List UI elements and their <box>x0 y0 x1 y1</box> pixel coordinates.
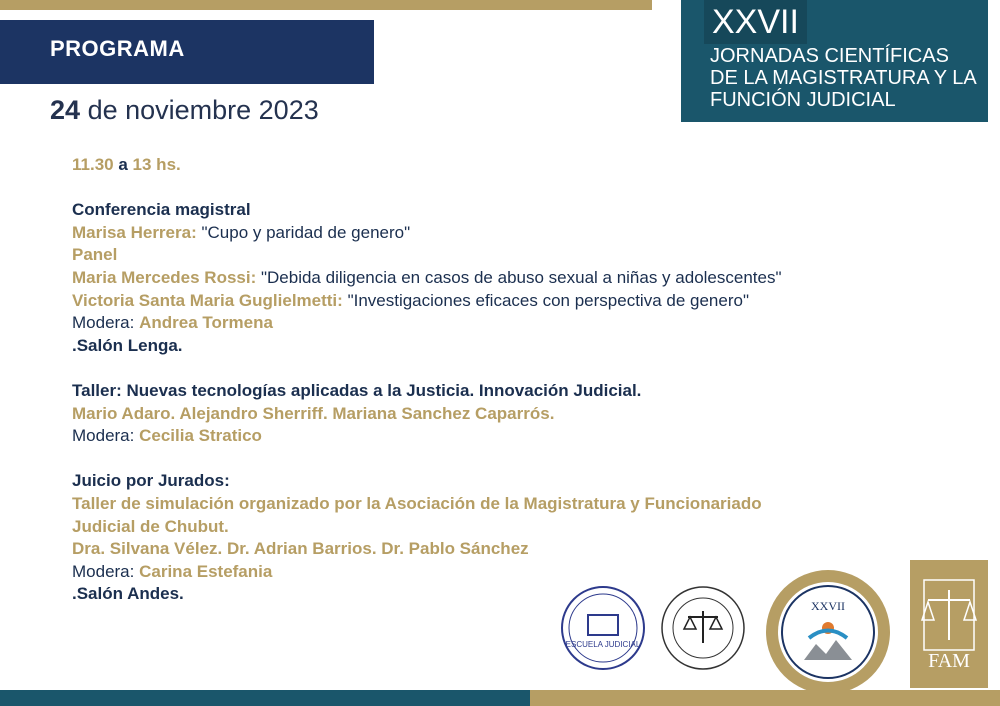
block2-moderator <box>72 425 972 448</box>
jornadas-seal-logo <box>764 568 892 696</box>
escuela-logo-text: ESCUELA JUDICIAL <box>565 640 641 649</box>
event-title: JORNADAS CIENTÍFICAS DE LA MAGISTRATURA Y LA FUNCIÓN JUDICIAL <box>710 45 976 111</box>
time-start: 11.30 <box>72 155 114 174</box>
time-end: 13 hs. <box>132 155 181 174</box>
modera-label: Modera: <box>72 313 135 333</box>
block3-speakers: Dra. Silvana Vélez. Dr. Adrian Barrios. Dr. Pablo Sánchez <box>72 539 529 559</box>
date-day: 24 <box>50 95 81 125</box>
modera-name: Carina Estefania <box>139 561 273 581</box>
asociacion-logo <box>660 585 746 671</box>
speaker-3-talk: "Investigaciones eficaces con perspectiva de genero" <box>347 290 749 310</box>
speaker-1 <box>72 222 972 245</box>
block3-line1: Taller de simulación organizado por la Asociación de la Magistratura y Funcionariado <box>72 493 762 513</box>
jornadas-logo-text: XXVII <box>811 599 845 613</box>
modera-label: Modera: <box>72 426 135 446</box>
modera-label: Modera: <box>72 561 135 581</box>
block3-line2: Judicial de Chubut. <box>72 516 229 536</box>
block3-heading: Juicio por Jurados: <box>72 471 230 491</box>
fam-text: FAM <box>928 650 970 672</box>
block1-heading: Conferencia magistral <box>72 200 251 220</box>
bottom-teal-bar <box>0 690 530 706</box>
speaker-2 <box>72 267 972 290</box>
speaker-1-name: Marisa Herrera: <box>72 222 197 242</box>
event-date <box>50 95 319 126</box>
block1-room: .Salón Lenga. <box>72 335 183 355</box>
program-content <box>72 154 972 606</box>
escuela-judicial-logo <box>560 585 646 671</box>
block1-moderator <box>72 312 972 335</box>
speaker-3 <box>72 290 972 313</box>
panel-label: Panel <box>72 245 118 265</box>
modera-name: Andrea Tormena <box>139 313 273 333</box>
fam-logo <box>910 560 988 688</box>
speaker-3-name: Victoria Santa Maria Guglielmetti: <box>72 290 343 310</box>
event-number: XXVII <box>704 0 807 44</box>
schedule-time <box>72 154 972 177</box>
bottom-gold-bar <box>530 690 1000 706</box>
time-sep: a <box>118 155 128 174</box>
top-gold-bar <box>0 0 652 10</box>
modera-name: Cecilia Stratico <box>139 426 262 446</box>
block2-speakers: Mario Adaro. Alejandro Sherriff. Mariana Sanchez Caparrós. <box>72 403 555 423</box>
speaker-2-talk: "Debida diligencia en casos de abuso sexual a niñas y adolescentes" <box>260 267 782 287</box>
block3-room: .Salón Andes. <box>72 584 184 604</box>
speaker-1-talk: "Cupo y paridad de genero" <box>201 222 411 242</box>
programa-title: PROGRAMA <box>50 36 185 61</box>
block2-heading: Taller: Nuevas tecnologías aplicadas a la Justicia. Innovación Judicial. <box>72 380 642 400</box>
date-rest: de noviembre 2023 <box>87 95 319 125</box>
speaker-2-name: Maria Mercedes Rossi: <box>72 267 257 287</box>
